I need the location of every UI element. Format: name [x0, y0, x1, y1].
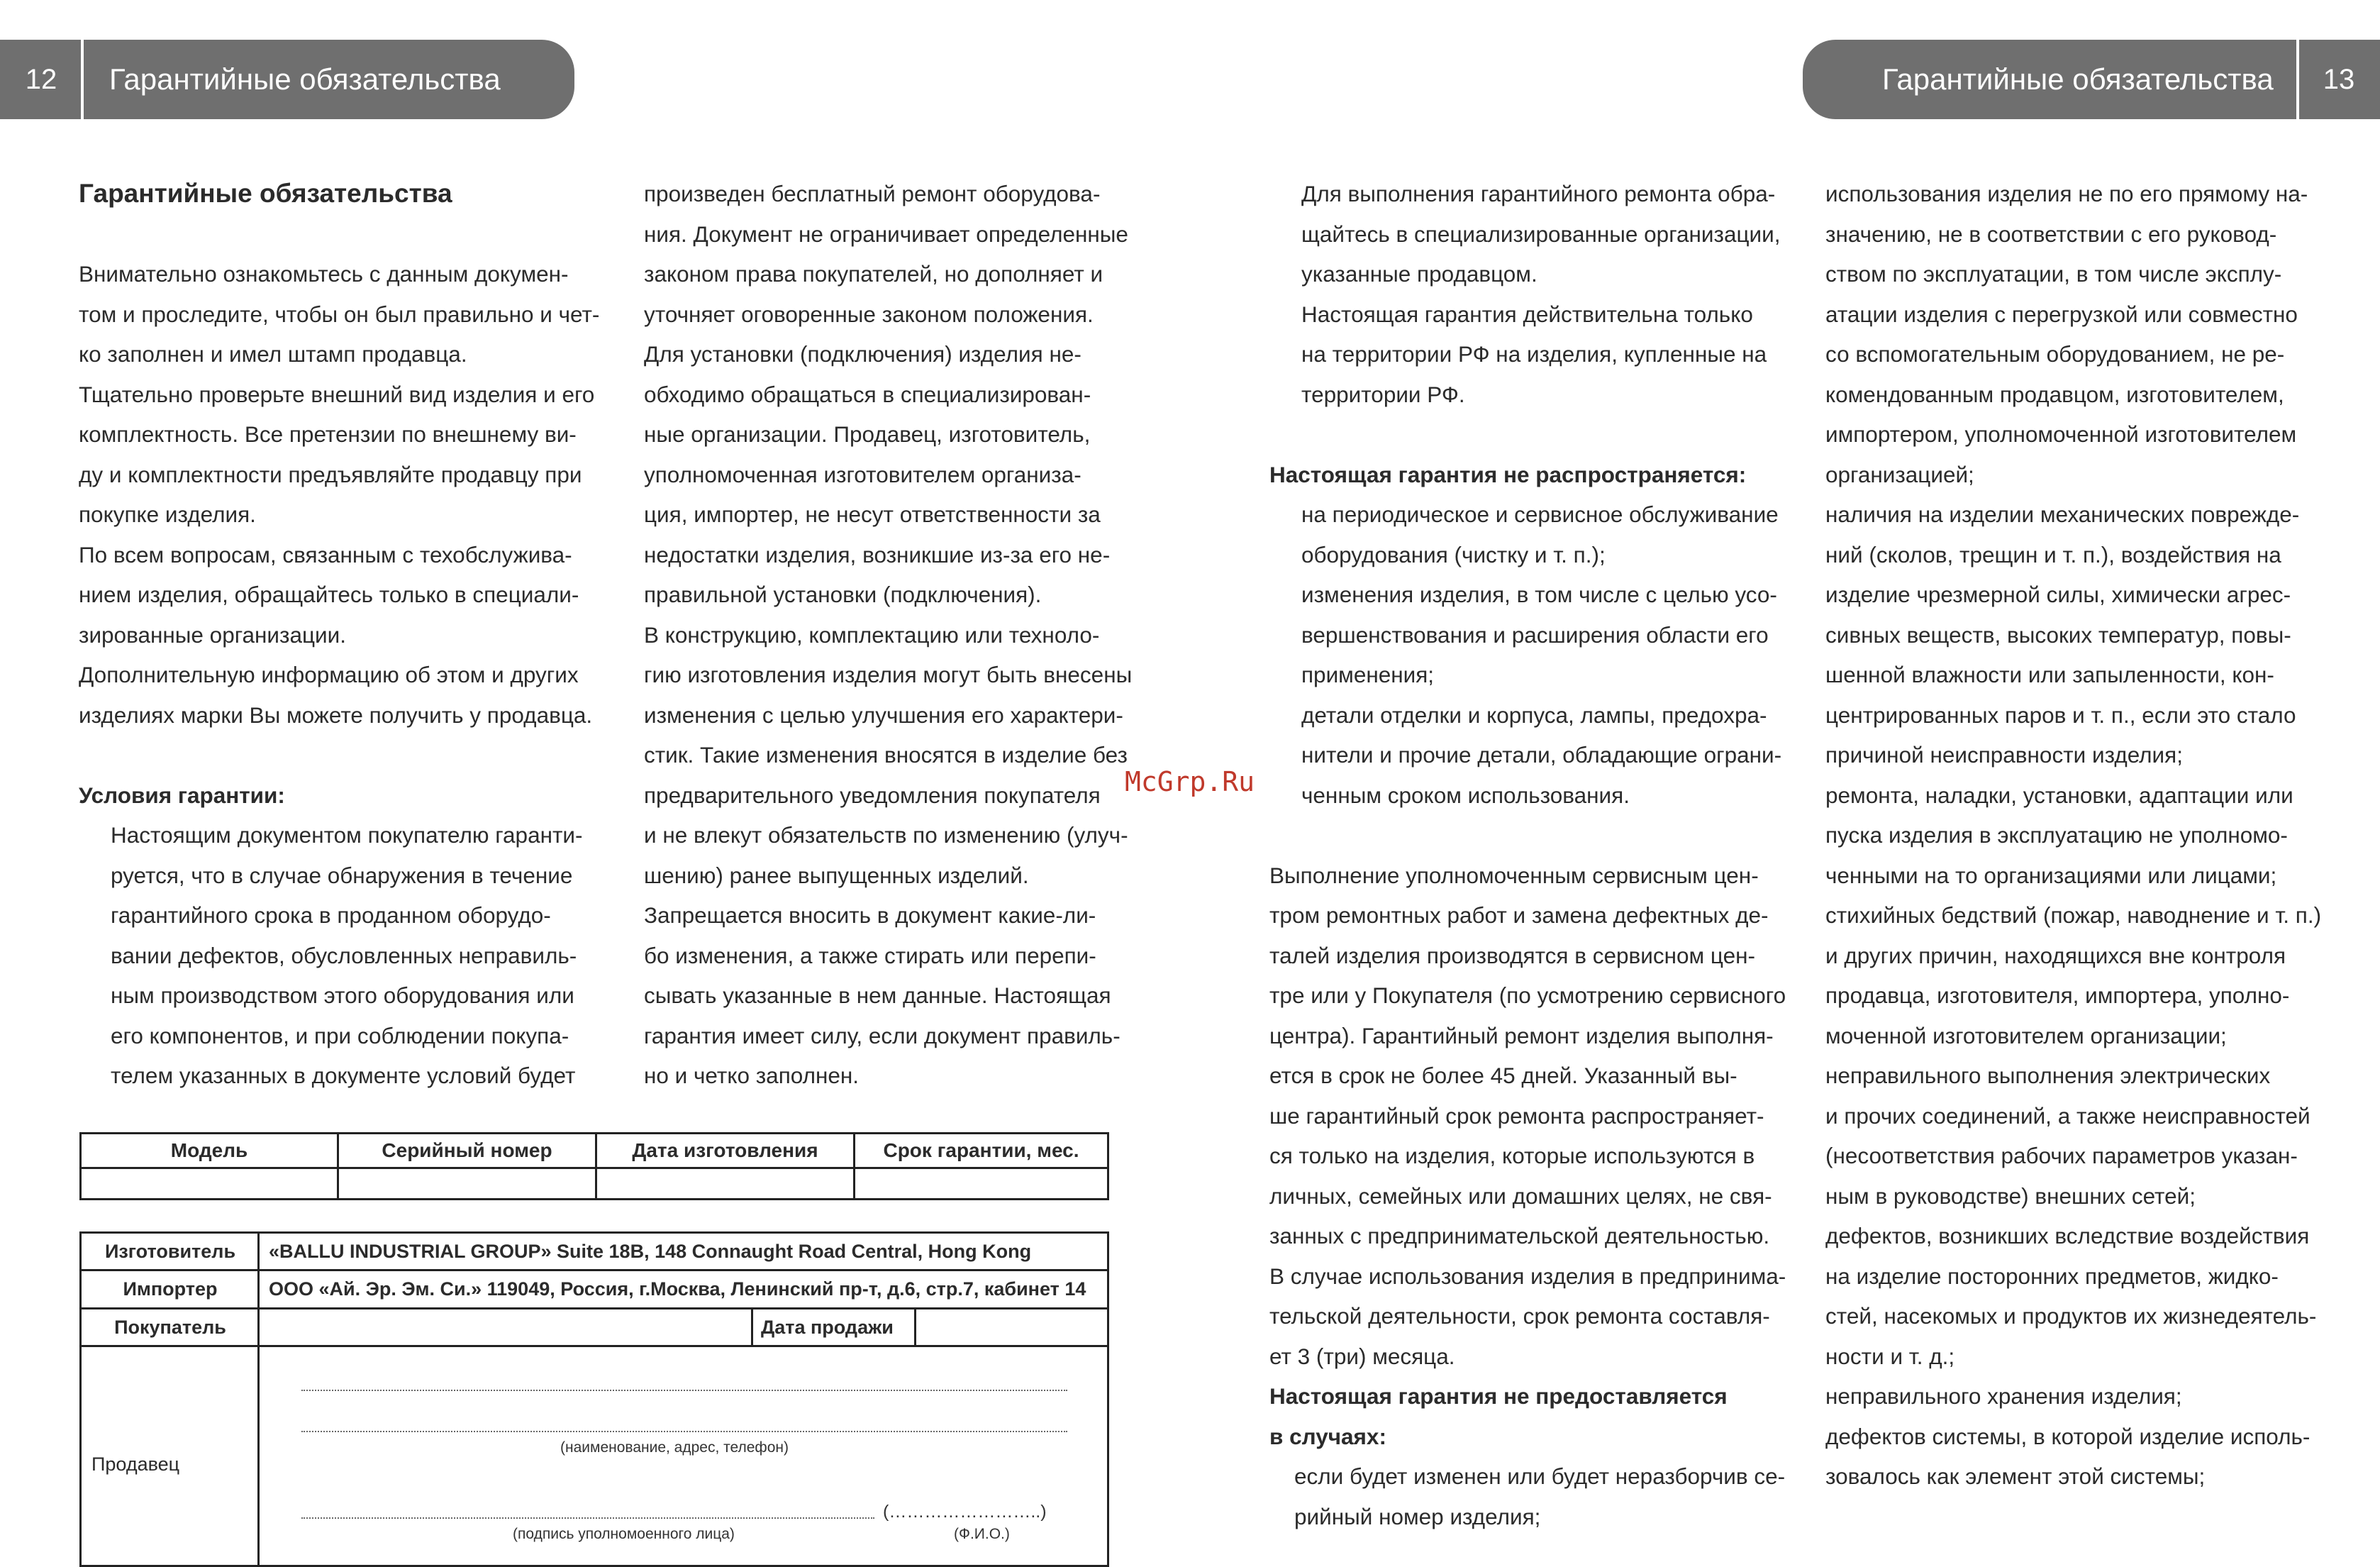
list-item: изменения изделия, в том числе с целью усо- — [1301, 582, 1777, 607]
list-item: и прочих соединений, а также неисправностей — [1825, 1102, 2311, 1129]
list-item: нители и прочие детали, обладающие ограни- — [1301, 742, 1782, 768]
text-line: В случае использования изделия в предпринима- — [1269, 1263, 1786, 1289]
text-line: Дополнительную информацию об этом и других — [79, 662, 579, 687]
conditions-paragraphs — [79, 815, 599, 1096]
text-line: Выполнение уполномоченным сервисным цен- — [1269, 862, 1759, 888]
list-item: атации изделия с перегрузкой или совместно — [1825, 301, 2298, 327]
section-heading-not-provided-2: в случаях: — [1269, 1423, 1386, 1449]
text-line: законом права покупателей, но дополняет и — [644, 261, 1103, 287]
text-line: ко заполнен и имел штамп продавца. — [79, 341, 467, 367]
text-line: гарантийного срока в проданном оборудо- — [111, 902, 551, 928]
warranty-period-cell[interactable] — [855, 1167, 1107, 1198]
header-title-left: Гарантийные обязательства — [109, 62, 501, 96]
manufacturer-label: Изготовитель — [104, 1241, 236, 1262]
text-line: обходимо обращаться в специализирован- — [644, 381, 1091, 407]
fio-caption: (Ф.И.О.) — [954, 1526, 1010, 1542]
list-item: шенной влажности или запыленности, кон- — [1825, 662, 2274, 687]
list-item: если будет изменен или будет неразборчив се- — [1294, 1463, 1786, 1489]
text-line: ным производством этого оборудования или — [111, 982, 574, 1008]
text-line: В конструкцию, комплектацию или техноло- — [644, 621, 1100, 648]
column-header-model: Модель — [82, 1134, 339, 1167]
text-line: стик. Такие изменения вносятся в изделие без — [644, 742, 1128, 768]
seller-label: Продавец — [91, 1454, 180, 1475]
text-line: центра). Гарантийный ремонт изделия выполня- — [1269, 1022, 1774, 1048]
text-line: ше гарантийный срок ремонта распространяет- — [1269, 1102, 1764, 1129]
text-line: территории РФ. — [1301, 381, 1465, 407]
spacer — [1269, 414, 1786, 455]
serial-number-cell[interactable] — [339, 1167, 597, 1198]
list-item: изделие чрезмерной силы, химически агрес- — [1825, 582, 2291, 607]
list-item: оборудования (чистку и т. п.); — [1301, 541, 1606, 567]
text-line: руется, что в случае обнаружения в течение — [111, 862, 573, 888]
sale-date-field[interactable] — [918, 1312, 1104, 1343]
list-item: дефектов системы, в которой изделие исполь- — [1825, 1423, 2311, 1449]
text-line: указанные продавцом. — [1301, 261, 1537, 287]
text-line: изделиях марки Вы можете получить у продавца. — [79, 702, 593, 728]
list-item: стей, насекомых и продуктов их жизнедеятель- — [1825, 1303, 2317, 1329]
text-line: ные организации. Продавец, изготовитель, — [644, 421, 1091, 447]
text-line: сывать указанные в нем данные. Настоящая — [644, 982, 1111, 1008]
list-item: применения; — [1301, 662, 1435, 687]
text-line: По всем вопросам, связанным с техобслужива- — [79, 541, 572, 567]
text-line: Для установки (подключения) изделия не- — [644, 341, 1081, 367]
table-line — [751, 1309, 753, 1345]
column-1 — [79, 174, 599, 1096]
seller-line-2[interactable] — [301, 1431, 1067, 1432]
list-item: причиной неисправности изделия; — [1825, 742, 2183, 768]
table-line — [914, 1309, 916, 1345]
not-provided-list — [1269, 1456, 1786, 1536]
list-item: пуска изделия в эксплуатацию не уполномо- — [1825, 822, 2288, 848]
text-line: талей изделия производятся в сервисном цен- — [1269, 942, 1756, 968]
buyer-label: Покупатель — [114, 1317, 226, 1338]
text-line: вании дефектов, обусловленных неправиль- — [111, 942, 577, 968]
column-header-warranty-period: Срок гарантии, мес. — [883, 1139, 1079, 1161]
column-4 — [1825, 174, 2321, 1497]
seller-line-1[interactable] — [301, 1390, 1067, 1391]
column-2-text — [644, 174, 1132, 1096]
header-divider-right — [2296, 40, 2299, 119]
text-line: гию изготовления изделия могут быть внесены — [644, 662, 1133, 687]
list-item: продавца, изготовителя, импортера, уполно- — [1825, 982, 2290, 1008]
manufacturer-value: «BALLU INDUSTRIAL GROUP» Suite 18B, 148 Connaught Road Central, Hong Kong — [269, 1241, 1032, 1262]
list-item: неправильного выполнения электрических — [1825, 1063, 2271, 1088]
table-line — [82, 1269, 1107, 1271]
list-item: зовалось как элемент этой системы; — [1825, 1463, 2206, 1489]
column-3 — [1269, 174, 1786, 1536]
text-line: но и четко заполнен. — [644, 1063, 860, 1088]
seller-caption: (наименование, адрес, телефон) — [560, 1439, 789, 1456]
text-line: личных, семейных или домашних целях, не свя- — [1269, 1183, 1772, 1209]
list-item: детали отделки и корпуса, лампы, предохра- — [1301, 702, 1767, 728]
table-header-row — [82, 1134, 1107, 1169]
list-item: центрированных паров и т. п., если это стало — [1825, 702, 2296, 728]
table-input-row — [82, 1167, 1107, 1198]
table-line — [82, 1307, 1107, 1309]
watermark: McGrp.Ru — [1125, 766, 1255, 797]
text-line: нием изделия, обращайтесь только в специали- — [79, 582, 579, 607]
text-line: Настоящая гарантия действительна только — [1301, 301, 1753, 327]
list-item: стихийных бедствий (пожар, наводнение и т. п.) — [1825, 902, 2322, 928]
text-line: уполномоченная изготовителем организа- — [644, 461, 1081, 487]
repair-info-paragraphs — [1269, 174, 1786, 414]
list-item: дефектов, возникших вследствие воздействия — [1825, 1223, 2310, 1248]
list-item: организацией; — [1825, 461, 1974, 487]
text-line: ния. Документ не ограничивает определенные — [644, 221, 1128, 247]
text-line: покупке изделия. — [79, 502, 256, 527]
list-item: использования изделия не по его прямому на- — [1825, 181, 2308, 206]
section-heading-conditions: Условия гарантии: — [79, 782, 285, 808]
sale-date-label: Дата продажи — [761, 1317, 894, 1338]
sale-info-table — [79, 1231, 1109, 1567]
column-header-manufacture-date: Дата изготовления — [597, 1134, 855, 1167]
text-line: правильной установки (подключения). — [644, 582, 1042, 607]
text-line: Для выполнения гарантийного ремонта обра- — [1301, 181, 1776, 206]
text-line: недостатки изделия, возникшие из-за его не- — [644, 541, 1111, 567]
list-item: (несоответствия рабочих параметров указан- — [1825, 1143, 2298, 1168]
text-line: изменения с целью улучшения его характери- — [644, 702, 1123, 728]
list-item: наличия на изделии механических поврежде- — [1825, 502, 2300, 527]
text-line: и не влекут обязательств по изменению (улуч- — [644, 822, 1128, 848]
page-number-left: 12 — [25, 64, 57, 95]
signature-caption: (подпись уполномоенного лица) — [513, 1526, 735, 1542]
manufacture-date-cell[interactable] — [597, 1167, 855, 1198]
section-heading-guarantee: Гарантийные обязательства — [79, 179, 452, 208]
text-line: тре или у Покупателя (по усмотрению сервисного — [1269, 982, 1786, 1008]
text-line: ется в срок не более 45 дней. Указанный вы- — [1269, 1063, 1737, 1088]
column-header-serial: Серийный номер — [339, 1134, 597, 1167]
text-line: тром ремонтных работ и замена дефектных де- — [1269, 902, 1769, 928]
text-line: бо изменения, а также стирать или перепи- — [644, 942, 1096, 968]
column-2 — [644, 174, 1132, 1096]
not-apply-list — [1269, 494, 1786, 815]
buyer-field[interactable] — [262, 1312, 748, 1343]
list-item: рийный номер изделия; — [1294, 1503, 1541, 1529]
list-item: ний (сколов, трещин и т. п.), воздействия на — [1825, 541, 2281, 567]
list-item: и других причин, находящихся вне контроля — [1825, 942, 2286, 968]
text-line: ся только на изделия, которые используются в — [1269, 1143, 1755, 1168]
list-item: вершенствования и расширения области его — [1301, 621, 1769, 648]
list-item: ством по эксплуатации, в том числе эксплу- — [1825, 261, 2282, 287]
column-4-text — [1825, 174, 2321, 1497]
text-line: шению) ранее выпущенных изделий. — [644, 862, 1029, 888]
page-number-right: 13 — [2323, 64, 2355, 95]
list-item: ченным сроком использования. — [1301, 782, 1630, 808]
spacer — [79, 735, 599, 775]
intro-paragraphs — [79, 254, 599, 735]
text-line: Настоящим документом покупателю гаранти- — [111, 822, 583, 848]
header-left — [0, 40, 574, 119]
header-title-right: Гарантийные обязательства — [1882, 62, 2274, 96]
list-item: на периодическое и сервисное обслуживание — [1301, 502, 1779, 527]
text-line: произведен бесплатный ремонт оборудова- — [644, 181, 1101, 206]
text-line: ду и комплектности предъявляйте продавцу при — [79, 461, 582, 487]
text-line: ция, импортер, не несут ответственности за — [644, 502, 1101, 527]
spacer — [79, 214, 599, 255]
service-paragraphs — [1269, 856, 1786, 1377]
text-line: занных с предпринимательской деятельностью. — [1269, 1223, 1770, 1248]
text-line: гарантия имеет силу, если документ правиль- — [644, 1022, 1121, 1048]
text-line: комплектность. Все претензии по внешнему ви- — [79, 421, 577, 447]
list-item: ным в руководстве) внешних сетей; — [1825, 1183, 2196, 1209]
text-line: на территории РФ на изделия, купленные на — [1301, 341, 1767, 367]
section-heading-not-provided-1: Настоящая гарантия не предоставляется — [1269, 1383, 1728, 1409]
list-item: моченной изготовителем организации; — [1825, 1022, 2227, 1048]
list-item: ремонта, наладки, установки, адаптации или — [1825, 782, 2293, 808]
list-item: со вспомогательным оборудованием, не ре- — [1825, 341, 2285, 367]
list-item: на изделие посторонних предметов, жидко- — [1825, 1263, 2279, 1289]
text-line: зированные организации. — [79, 621, 346, 648]
text-line: том и проследите, чтобы он был правильно и чет- — [79, 301, 600, 327]
header-divider-left — [81, 40, 84, 119]
text-line: его компонентов, и при соблюдении покупа- — [111, 1022, 569, 1048]
text-line: Тщательно проверьте внешний вид изделия и его — [79, 381, 595, 407]
list-item: ченными на то организациями или лицами; — [1825, 862, 2277, 888]
section-heading-not-apply: Настоящая гарантия не распространяется: — [1269, 461, 1747, 487]
importer-label: Импортер — [123, 1278, 218, 1300]
table-line — [82, 1345, 1107, 1347]
text-line: ет 3 (три) месяца. — [1269, 1343, 1455, 1369]
list-item: ности и т. д.; — [1825, 1343, 1955, 1369]
text-line: щайтесь в специализированные организации, — [1301, 221, 1781, 247]
text-line: предварительного уведомления покупателя — [644, 782, 1101, 808]
list-item: импортером, уполномоченной изготовителем — [1825, 421, 2297, 447]
list-item: значению, не в соответствии с его руковод- — [1825, 221, 2277, 247]
importer-value: ООО «Ай. Эр. Эм. Си.» 119049, Россия, г.Москва, Ленинский пр-т, д.6, стр.7, кабинет 14 — [269, 1278, 1086, 1300]
model-cell[interactable] — [82, 1167, 339, 1198]
list-item: неправильного хранения изделия; — [1825, 1383, 2182, 1409]
signature-line[interactable] — [301, 1517, 874, 1519]
text-line: тельской деятельности, срок ремонта составля- — [1269, 1303, 1770, 1329]
list-item: сивных веществ, высоких температур, повы- — [1825, 621, 2291, 648]
header-right — [1803, 40, 2380, 119]
text-line: Внимательно ознакомьтесь с данным докумен- — [79, 261, 569, 287]
text-line: Запрещается вносить в документ какие-ли- — [644, 902, 1096, 928]
fio-bracket: (……………………..) — [883, 1502, 1047, 1522]
list-item: комендованным продавцом, изготовителем, — [1825, 381, 2284, 407]
product-info-table — [79, 1132, 1109, 1200]
text-line: телем указанных в документе условий будет — [111, 1063, 576, 1088]
spacer — [1269, 815, 1786, 856]
text-line: уточняет оговоренные законом положения. — [644, 301, 1094, 327]
